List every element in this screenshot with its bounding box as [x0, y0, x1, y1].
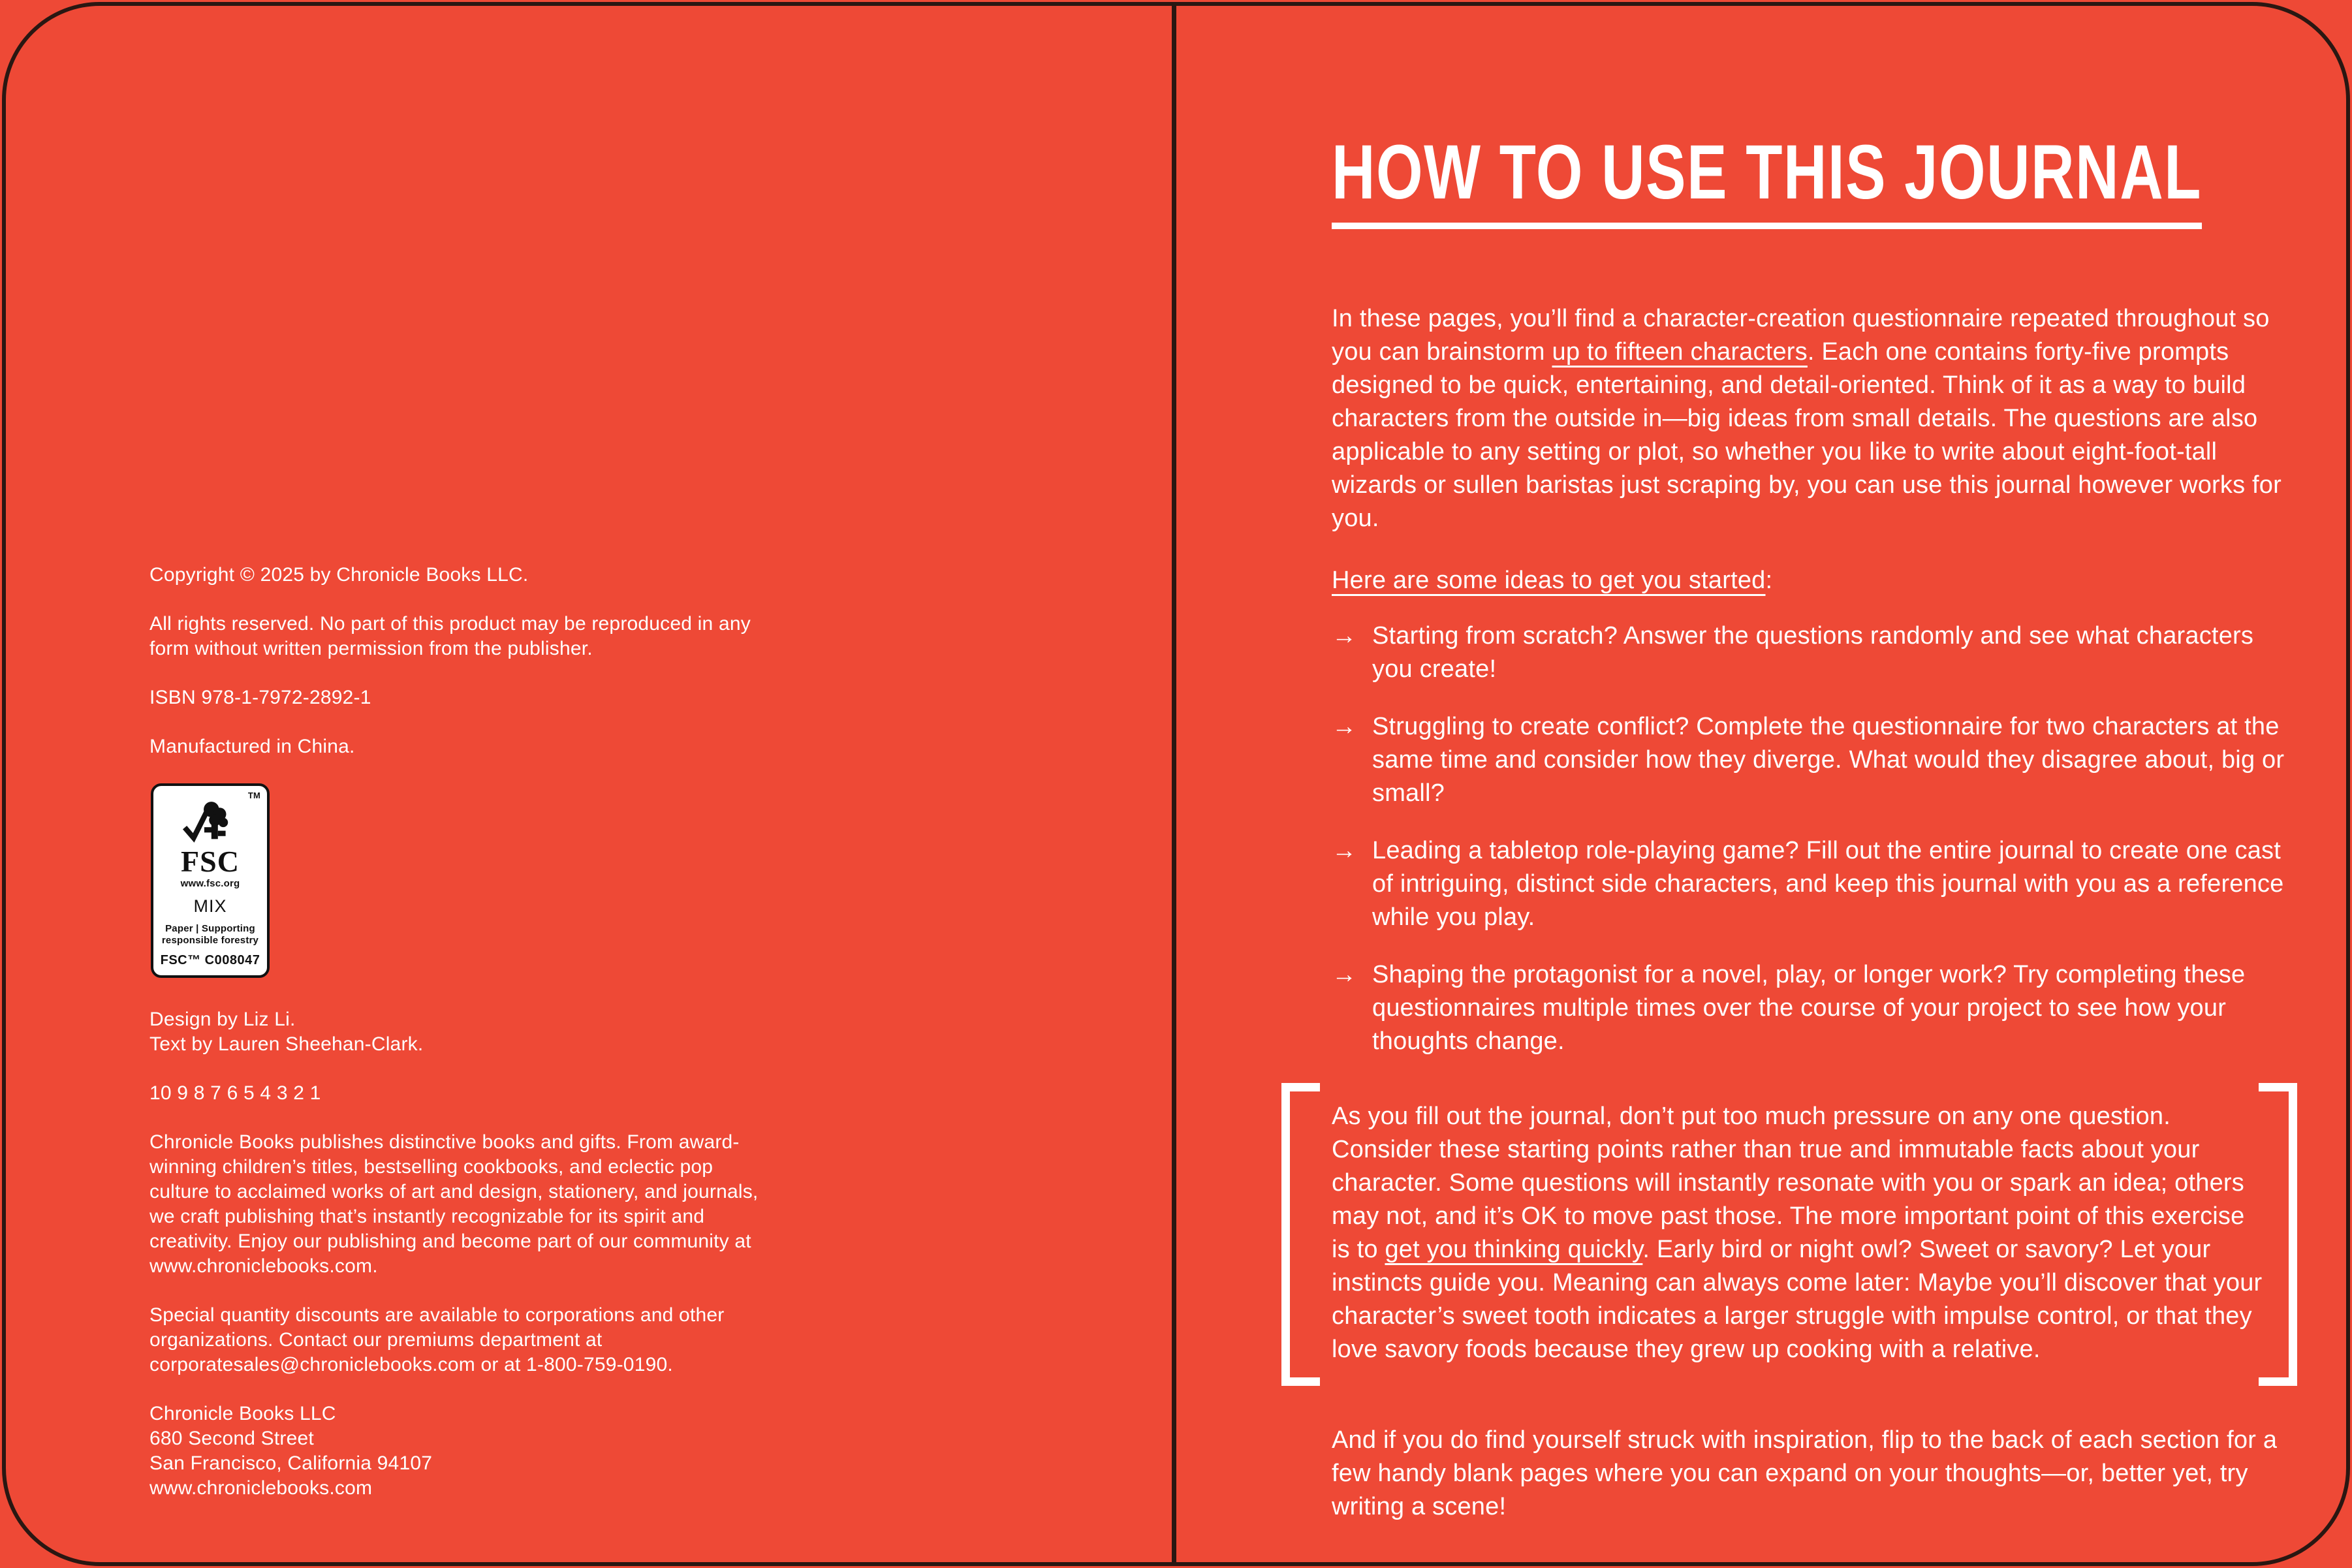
page-title: HOW TO USE THIS JOURNAL — [1332, 134, 2202, 229]
right-page-how-to-use — [1176, 0, 2352, 1568]
copyright-line: Copyright © 2025 by Chronicle Books LLC. — [149, 564, 529, 586]
fsc-acronym: FSC — [181, 845, 240, 878]
list-item-text: Leading a tabletop role-playing game? Fill out the entire journal to create one cast of intriguing, distinct side characters, and keep this journal with you as a reference while you play. — [1372, 837, 2284, 931]
arrow-bullet-icon: → — [1332, 622, 1357, 650]
fsc-tree-checkmark-icon — [180, 796, 240, 847]
list-item-text: Shaping the protagonist for a novel, play, or longer work? Try completing these questionnaires multiple times over the course of your project to see how your thoughts change. — [1372, 961, 2246, 1055]
address-company: Chronicle Books LLC — [149, 1402, 336, 1424]
address-street: 680 Second Street — [149, 1427, 314, 1449]
isbn-line: ISBN 978-1-7972-2892-1 — [149, 687, 371, 708]
list-item — [1332, 834, 2297, 934]
left-bracket-icon — [1281, 1083, 1320, 1386]
intro-text-pre: In these pages, you’ll find a character-creation questionnaire repeated throughout so you can brainstorm — [1332, 305, 2270, 366]
list-item-text: Starting from scratch? Answer the questions randomly and see what characters you create! — [1372, 622, 2254, 683]
list-item — [1332, 619, 2297, 686]
fsc-license-code: FSC™ C008047 — [160, 952, 260, 967]
intro-paragraph — [1332, 302, 2297, 535]
fsc-certification-label — [151, 783, 270, 978]
list-item — [1332, 710, 2297, 810]
credits-block — [149, 1007, 1174, 1057]
ideas-list — [1332, 619, 2297, 1058]
arrow-bullet-icon: → — [1332, 713, 1357, 740]
discounts-paragraph: Special quantity discounts are available to corporations and other organizations. Contact our premiums department at corporatesales@chroniclebooks.com or at 1-800-759-0190. — [149, 1304, 725, 1375]
ideas-heading-text: Here are some ideas to get you started — [1332, 567, 1766, 594]
fsc-grade: MIX — [193, 896, 227, 917]
outro-paragraph: And if you do find yourself struck with inspiration, flip to the back of each section for a few handy blank pages where you can expand on your thoughts—or, better yet, try writing a scene! — [1332, 1426, 2278, 1520]
left-page-colophon — [0, 0, 1174, 1568]
callout-text-post: . Early bird or night owl? Sweet or savory? Let your instincts guide you. Meaning can always come later: Maybe you’ll discover that your character’s sweet tooth indicates a larger struggle with impulse control, or that they love savory foods because they grew up cooking with a relative. — [1332, 1236, 2263, 1363]
callout-text-pre: As you fill out the journal, don’t put too much pressure on any one question. Consider these starting points rather than true and immutable facts about your character. Some questions will instantly resonate with you or spark an idea; others may not, and it’s OK to move past those. The more important point of this exercise is to — [1332, 1103, 2245, 1263]
arrow-bullet-icon: → — [1332, 961, 1357, 988]
callout-underlined-phrase: get you thinking quickly — [1385, 1236, 1643, 1263]
ideas-heading — [1332, 564, 2352, 597]
right-bracket-icon — [2259, 1083, 2297, 1386]
callout-paragraph — [1332, 1100, 2267, 1366]
fsc-description: Paper | Supporting responsible forestry — [161, 923, 259, 946]
trademark-symbol: TM — [247, 791, 260, 800]
publisher-address — [149, 1402, 1174, 1501]
address-city: San Francisco, California 94107 — [149, 1452, 433, 1474]
fsc-url: www.fsc.org — [180, 878, 240, 890]
design-credit: Design by Liz Li. — [149, 1008, 296, 1030]
rights-paragraph: All rights reserved. No part of this product may be reproduced in any form without written permission from the publisher. — [149, 613, 751, 659]
intro-text-post: . Each one contains forty-five prompts designed to be quick, entertaining, and detail-oriented. Think of it as a way to build characters from the outside in—big ideas from small details. The questions are also applicable to any setting or plot, so whether you like to write about eight-foot-tall wizards or sullen baristas just scraping by, you can use this journal however works for you. — [1332, 338, 2281, 532]
text-credit: Text by Lauren Sheehan-Clark. — [149, 1033, 424, 1055]
manufactured-line: Manufactured in China. — [149, 736, 355, 757]
ideas-heading-colon: : — [1765, 567, 1773, 594]
list-item — [1332, 958, 2297, 1058]
intro-underlined-phrase: up to fifteen characters — [1552, 338, 1808, 366]
list-item-text: Struggling to create conflict? Complete the questionnaire for two characters at the same time and consider how they diverge. What would they disagree about, big or small? — [1372, 713, 2285, 807]
publisher-blurb: Chronicle Books publishes distinctive books and gifts. From award-winning children’s titles, bestselling cookbooks, and eclectic pop culture to acclaimed works of art and design, stationery, and journals, we craft publishing that’s instantly recognizable for its spirit and creativity. Enjoy our publishing and become part of our community at www.chroniclebooks.com. — [149, 1131, 759, 1277]
address-website: www.chroniclebooks.com — [149, 1477, 373, 1499]
bracketed-callout — [1281, 1083, 2297, 1386]
arrow-bullet-icon: → — [1332, 837, 1357, 864]
print-run-numbers: 10 9 8 7 6 5 4 3 2 1 — [149, 1082, 321, 1104]
